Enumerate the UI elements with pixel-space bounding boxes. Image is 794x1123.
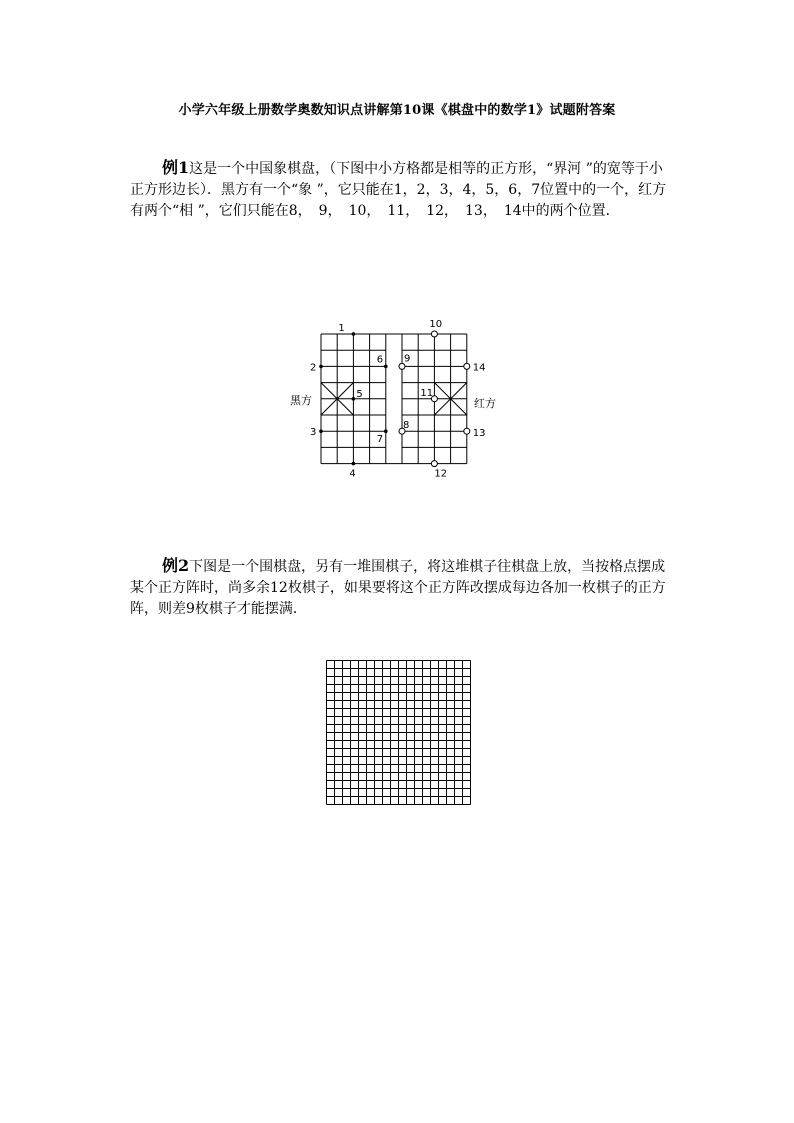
- black-position-label: 4: [349, 468, 356, 480]
- red-position-label: 12: [434, 468, 448, 480]
- black-position-label: 3: [310, 427, 317, 439]
- example-1-paragraph: [130, 157, 670, 222]
- black-position-dot: [384, 365, 388, 369]
- go-grid: [327, 661, 471, 805]
- page-title: 小学六年级上册数学奥数知识点讲解第10课《棋盘中的数学1》试题附答案: [178, 103, 616, 118]
- red-position-label: 13: [472, 428, 486, 440]
- black-position-label: 2: [310, 362, 317, 374]
- black-position-label: 7: [376, 434, 384, 446]
- black-position-dot: [319, 429, 323, 433]
- red-side-label: 红方: [474, 397, 496, 410]
- red-position-circle: [431, 461, 437, 467]
- example-2-paragraph: [130, 555, 670, 620]
- go-board-figure: [320, 654, 476, 810]
- example-1-lead: 例1: [162, 158, 190, 177]
- red-position-label: 8: [403, 420, 410, 432]
- red-position-circle: [431, 331, 437, 337]
- example-2-lead: 例2: [162, 556, 190, 575]
- black-side-label: 黑方: [290, 394, 312, 407]
- black-position-dot: [352, 462, 356, 466]
- black-position-dot: [352, 332, 356, 336]
- xiangqi-board-figure: [280, 312, 520, 482]
- example-1-text: 这是一个中国象棋盘，（下图中小方格都是相等的正方形，“界河 ”的宽等于小正方形边长）．黑方有一个“象 ”，它只能在1，2，3，4，5，6，7位置中的一个，红方有两个“相 ”，它们只能在8， 9， 10， 11， 12， 13， 14中的两个位置．: [130, 161, 667, 219]
- example-2-text: 下图是一个围棋盘，另有一堆围棋子，将这堆棋子往棋盘上放，当按格点摆成某个正方阵时，尚多余12枚棋子，如果要将这个正方阵改摆成每边各加一枚棋子的正方阵，则差9枚棋子才能摆满．: [130, 559, 666, 617]
- xiangqi-grid: [321, 334, 467, 464]
- black-position-dot: [319, 365, 323, 369]
- red-position-label: 10: [429, 319, 443, 330]
- red-position-label: 9: [404, 353, 411, 365]
- red-position-circle: [464, 363, 470, 369]
- black-position-label: 5: [356, 388, 363, 400]
- black-position-dot: [384, 429, 388, 433]
- black-position-label: 6: [376, 354, 384, 366]
- red-position-circle: [464, 428, 470, 434]
- red-position-label: 11: [420, 387, 434, 399]
- black-position-label: 1: [338, 323, 345, 334]
- red-position-label: 14: [472, 362, 486, 374]
- black-position-dot: [352, 397, 356, 401]
